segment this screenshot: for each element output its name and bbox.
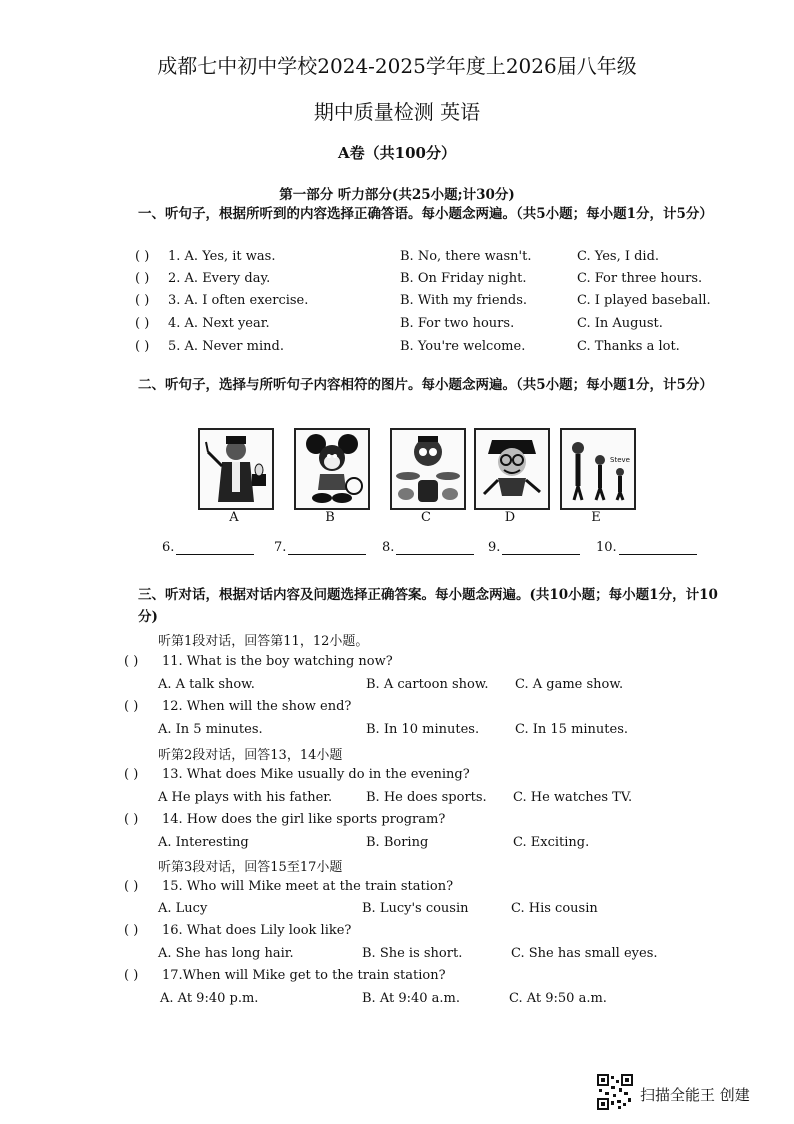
dialog2-instruction: 听第2段对话，回答13，14小题 bbox=[158, 748, 343, 763]
q11-paren: ( ) bbox=[124, 654, 139, 669]
q2-option-b: B. On Friday night. bbox=[400, 271, 527, 286]
q2-option-c: C. For three hours. bbox=[577, 271, 703, 286]
volume-label: A卷（共100分） bbox=[338, 144, 456, 162]
q17-paren: ( ) bbox=[124, 968, 139, 983]
q1-option-c: C. Yes, I did. bbox=[577, 249, 660, 264]
kid-illustration bbox=[476, 430, 548, 508]
part-heading: 第一部分 听力部分(共25小题;计30分) bbox=[279, 187, 515, 203]
section1-heading: 一、听句子，根据所听到的内容选择正确答语。每小题念两遍。（共5小题；每小题1分，计5分） bbox=[138, 206, 713, 222]
q11-option-b: B. A cartoon show. bbox=[366, 677, 489, 692]
q16-paren: ( ) bbox=[124, 923, 139, 938]
blank-7[interactable]: 7. bbox=[274, 540, 366, 555]
picture-d bbox=[474, 428, 550, 510]
picture-c bbox=[390, 428, 466, 510]
exam-subtitle: 期中质量检测 英语 bbox=[313, 100, 481, 124]
q13-option-b: B. He does sports. bbox=[366, 790, 487, 805]
q15-text: 15. Who will Mike meet at the train station? bbox=[162, 879, 454, 894]
q15-option-b: B. Lucy's cousin bbox=[362, 901, 469, 916]
blank-9[interactable]: 9. bbox=[488, 540, 580, 555]
three-people-illustration bbox=[562, 430, 634, 508]
q12-option-a: A. In 5 minutes. bbox=[158, 722, 263, 737]
picture-a-label: A bbox=[229, 510, 239, 525]
q12-option-b: B. In 10 minutes. bbox=[366, 722, 480, 737]
q2-option-a: 2. A. Every day. bbox=[168, 271, 271, 286]
section3-heading: 三、听对话，根据对话内容及问题选择正确答案。每小题念两遍。(共10小题；每小题1分，计10分) bbox=[138, 587, 718, 625]
picture-d-label: D bbox=[504, 510, 516, 525]
picture-a bbox=[198, 428, 274, 510]
q17-option-c: C. At 9:50 a.m. bbox=[509, 991, 607, 1006]
q1-paren: ( ) bbox=[135, 249, 150, 264]
q15-option-a: A. Lucy bbox=[158, 901, 208, 916]
q16-option-c: C. She has small eyes. bbox=[511, 946, 658, 961]
q2-paren: ( ) bbox=[135, 271, 150, 286]
dialog1-instruction: 听第1段对话，回答第11，12小题。 bbox=[158, 634, 369, 649]
q13-text: 13. What does Mike usually do in the evening? bbox=[162, 767, 470, 782]
q17-option-b: B. At 9:40 a.m. bbox=[362, 991, 461, 1006]
blank-10[interactable]: 10. bbox=[596, 540, 697, 555]
dialog3-instruction: 听第3段对话，回答15至17小题 bbox=[158, 860, 343, 875]
picture-c-label: C bbox=[421, 510, 431, 525]
q12-text: 12. When will the show end? bbox=[162, 699, 352, 714]
q1-option-b: B. No, there wasn't. bbox=[400, 249, 532, 264]
q4-option-b: B. For two hours. bbox=[400, 316, 515, 331]
q14-option-b: B. Boring bbox=[366, 835, 429, 850]
q5-paren: ( ) bbox=[135, 339, 150, 354]
q5-option-b: B. You're welcome. bbox=[400, 339, 526, 354]
q15-paren: ( ) bbox=[124, 879, 139, 894]
q14-option-a: A. Interesting bbox=[158, 835, 249, 850]
exam-title: 成都七中初中学校2024-2025学年度上2026届八年级 bbox=[157, 54, 637, 78]
q14-text: 14. How does the girl like sports program? bbox=[162, 812, 446, 827]
picture-b bbox=[294, 428, 370, 510]
q12-option-c: C. In 15 minutes. bbox=[515, 722, 629, 737]
q13-option-c: C. He watches TV. bbox=[513, 790, 633, 805]
q13-option-a: A He plays with his father. bbox=[158, 790, 333, 805]
cartoon-mouse-illustration bbox=[296, 430, 368, 508]
section2-heading: 二、听句子，选择与所听句子内容相符的图片。每小题念两遍。（共5小题；每小题1分，计5分） bbox=[138, 377, 713, 393]
q11-option-a: A. A talk show. bbox=[158, 677, 255, 692]
q16-text: 16. What does Lily look like? bbox=[162, 923, 352, 938]
q13-paren: ( ) bbox=[124, 767, 139, 782]
q1-option-a: 1. A. Yes, it was. bbox=[168, 249, 276, 264]
picture-e bbox=[560, 428, 636, 510]
magician-illustration bbox=[200, 430, 272, 508]
qr-code-icon bbox=[597, 1074, 633, 1110]
scanner-watermark: 扫描全能王 创建 bbox=[640, 1086, 750, 1104]
picture-b-label: B bbox=[325, 510, 335, 525]
blank-6[interactable]: 6. bbox=[162, 540, 254, 555]
q4-option-a: 4. A. Next year. bbox=[168, 316, 270, 331]
q16-option-b: B. She is short. bbox=[362, 946, 463, 961]
q11-option-c: C. A game show. bbox=[515, 677, 624, 692]
q14-paren: ( ) bbox=[124, 812, 139, 827]
q3-option-b: B. With my friends. bbox=[400, 293, 528, 308]
picture-e-label: E bbox=[591, 510, 601, 525]
q4-option-c: C. In August. bbox=[577, 316, 663, 331]
q15-option-c: C. His cousin bbox=[511, 901, 598, 916]
drummer-illustration bbox=[392, 430, 464, 508]
q3-option-c: C. I played baseball. bbox=[577, 293, 711, 308]
q12-paren: ( ) bbox=[124, 699, 139, 714]
q3-paren: ( ) bbox=[135, 293, 150, 308]
blank-8[interactable]: 8. bbox=[382, 540, 474, 555]
q3-option-a: 3. A. I often exercise. bbox=[168, 293, 309, 308]
q16-option-a: A. She has long hair. bbox=[158, 946, 294, 961]
q11-text: 11. What is the boy watching now? bbox=[162, 654, 393, 669]
q14-option-c: C. Exciting. bbox=[513, 835, 590, 850]
steve-caption: Steve bbox=[610, 456, 630, 464]
q17-text: 17.When will Mike get to the train station? bbox=[162, 968, 446, 983]
q5-option-a: 5. A. Never mind. bbox=[168, 339, 284, 354]
q5-option-c: C. Thanks a lot. bbox=[577, 339, 680, 354]
q17-option-a: A. At 9:40 p.m. bbox=[160, 991, 259, 1006]
q4-paren: ( ) bbox=[135, 316, 150, 331]
